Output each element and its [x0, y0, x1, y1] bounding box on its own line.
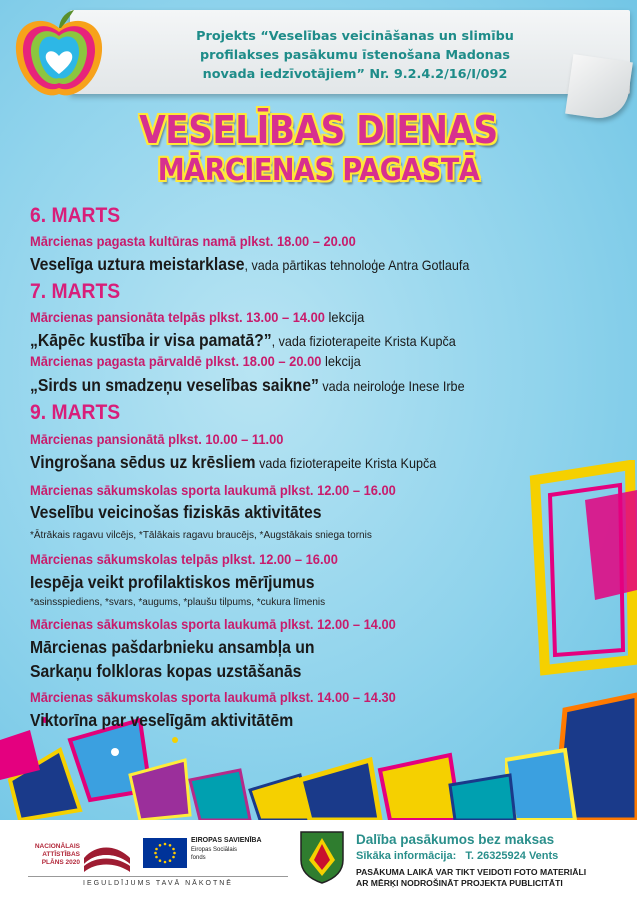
- event-description: [30, 330, 456, 351]
- event-lead: vada fizioterapeite Krista Kupča: [255, 455, 437, 471]
- event-location: Mārcienas sākumskolas telpās plkst. 12.00 – 16.00: [30, 551, 338, 567]
- eu-flag-logo: [143, 838, 187, 868]
- nap-line-3: PLĀNS 2020: [41, 859, 80, 866]
- footer: [0, 820, 637, 900]
- event-type: lekcija: [321, 353, 361, 369]
- main-title: VESELĪBAS DIENAS: [139, 108, 498, 152]
- info-label: Sīkāka informācija:: [356, 850, 457, 862]
- eu-text: [191, 837, 262, 863]
- event-location: Mārcienas pagasta kultūras namā plkst. 18.00 – 20.00: [30, 233, 356, 249]
- confetti-decoration-center: [280, 740, 520, 820]
- project-line-2: profilakses pasākumu īstenošana Madonas: [199, 48, 511, 63]
- event-lead: , vada fizioterapeite Krista Kupča: [271, 333, 456, 349]
- event-description: [30, 661, 301, 682]
- info-line: [356, 850, 558, 862]
- event-description: [30, 452, 436, 473]
- eu-title: EIROPAS SAVIENĪBA: [191, 837, 262, 844]
- event-description: [30, 254, 469, 275]
- event-title: Veselību veicinošas fiziskās aktivitātes: [30, 502, 322, 522]
- event-title: „Kāpēc kustība ir visa pamatā?”: [30, 330, 272, 350]
- event-location: [30, 353, 361, 369]
- event-location: Mārcienas sākumskolas sporta laukumā plkst. 12.00 – 16.00: [30, 482, 396, 498]
- event-lead: vada neiroloģe Inese Irbe: [318, 378, 465, 394]
- event-location-text: Mārcienas pagasta pārvaldē plkst. 18.00 – 20.00: [30, 353, 322, 369]
- event-title: Veselīga uztura meistarklase: [30, 254, 245, 274]
- footer-divider: [28, 876, 288, 877]
- eu-sub-2: fonds: [191, 855, 206, 861]
- project-description: [155, 27, 555, 84]
- event-description: [30, 637, 314, 658]
- date-heading: 7. MARTS: [30, 280, 121, 303]
- event-note: *Ātrākais ragavu vilcējs, *Tālākais ragavu braucējs, *Augstākais sniega tornis: [30, 530, 372, 541]
- photo-notice-line-1: PASĀKUMA LAIKĀ VAR TIKT VEIDOTI FOTO MATERIĀLI: [356, 867, 587, 877]
- event-location-text: Mārcienas pansionāta telpās plkst. 13.00 – 14.00: [30, 309, 325, 325]
- event-description: [30, 710, 293, 731]
- nap-logo-text: [30, 843, 80, 867]
- nap-line-2: ATTĪSTĪBAS: [42, 851, 80, 858]
- date-heading: 9. MARTS: [30, 401, 121, 424]
- event-title: Iespēja veikt profilaktiskos mērījumus: [30, 572, 315, 592]
- event-location: Mārcienas sākumskolas sporta laukumā plkst. 12.00 – 14.00: [30, 616, 396, 632]
- event-title: Vingrošana sēdus uz krēsliem: [30, 452, 256, 472]
- frame-decoration-right: [505, 460, 637, 820]
- free-participation: Dalība pasākumos bez maksas: [356, 832, 555, 847]
- info-phone: T. 26325924 Vents: [465, 850, 559, 862]
- event-description: [30, 572, 314, 593]
- event-location: Mārcienas pansionātā plkst. 10.00 – 11.00: [30, 431, 284, 447]
- event-title: Viktorīna par veselīgām aktivitātēm: [30, 710, 294, 730]
- nap-line-1: NACIONĀLAIS: [34, 843, 80, 850]
- event-description: [30, 502, 322, 523]
- eu-sub-1: Eiropas Sociālais: [191, 846, 238, 853]
- event-note: *asinsspiediens, *svars, *augums, *plaušu tilpums, *cukura līmenis: [30, 597, 326, 608]
- event-title: „Sirds un smadzeņu veselības saikne”: [30, 375, 319, 395]
- coat-of-arms-logo: [299, 830, 345, 884]
- date-heading: 6. MARTS: [30, 204, 121, 227]
- sub-title: MĀRCIENAS PAGASTĀ: [157, 153, 480, 188]
- event-location: Mārcienas sākumskolas sporta laukumā plkst. 14.00 – 14.30: [30, 689, 396, 705]
- slogan: IEGULDĪJUMS TAVĀ NĀKOTNĒ: [83, 880, 233, 887]
- event-description: [30, 375, 465, 396]
- event-title: Mārcienas pašdarbnieku ansambļa un: [30, 637, 315, 657]
- photo-notice-line-2: AR MĒRĶI NODROŠINĀT PROJEKTA PUBLICITĀTI: [356, 878, 563, 888]
- event-type: lekcija: [324, 309, 365, 325]
- event-title: Sarkaņu folkloras kopas uzstāšanās: [30, 661, 302, 681]
- project-line-3: novada iedzīvotājiem” Nr. 9.2.4.2/16/I/092: [202, 67, 508, 82]
- apple-heart-logo: [8, 6, 110, 106]
- project-line-1: Projekts “Veselības veicināšanas un slimību: [196, 29, 514, 44]
- event-location: [30, 309, 364, 325]
- photo-notice: [356, 867, 586, 889]
- event-lead: , vada pārtikas tehnoloģe Antra Gotlaufa: [244, 257, 470, 273]
- latvia-flag-logo: [82, 838, 132, 872]
